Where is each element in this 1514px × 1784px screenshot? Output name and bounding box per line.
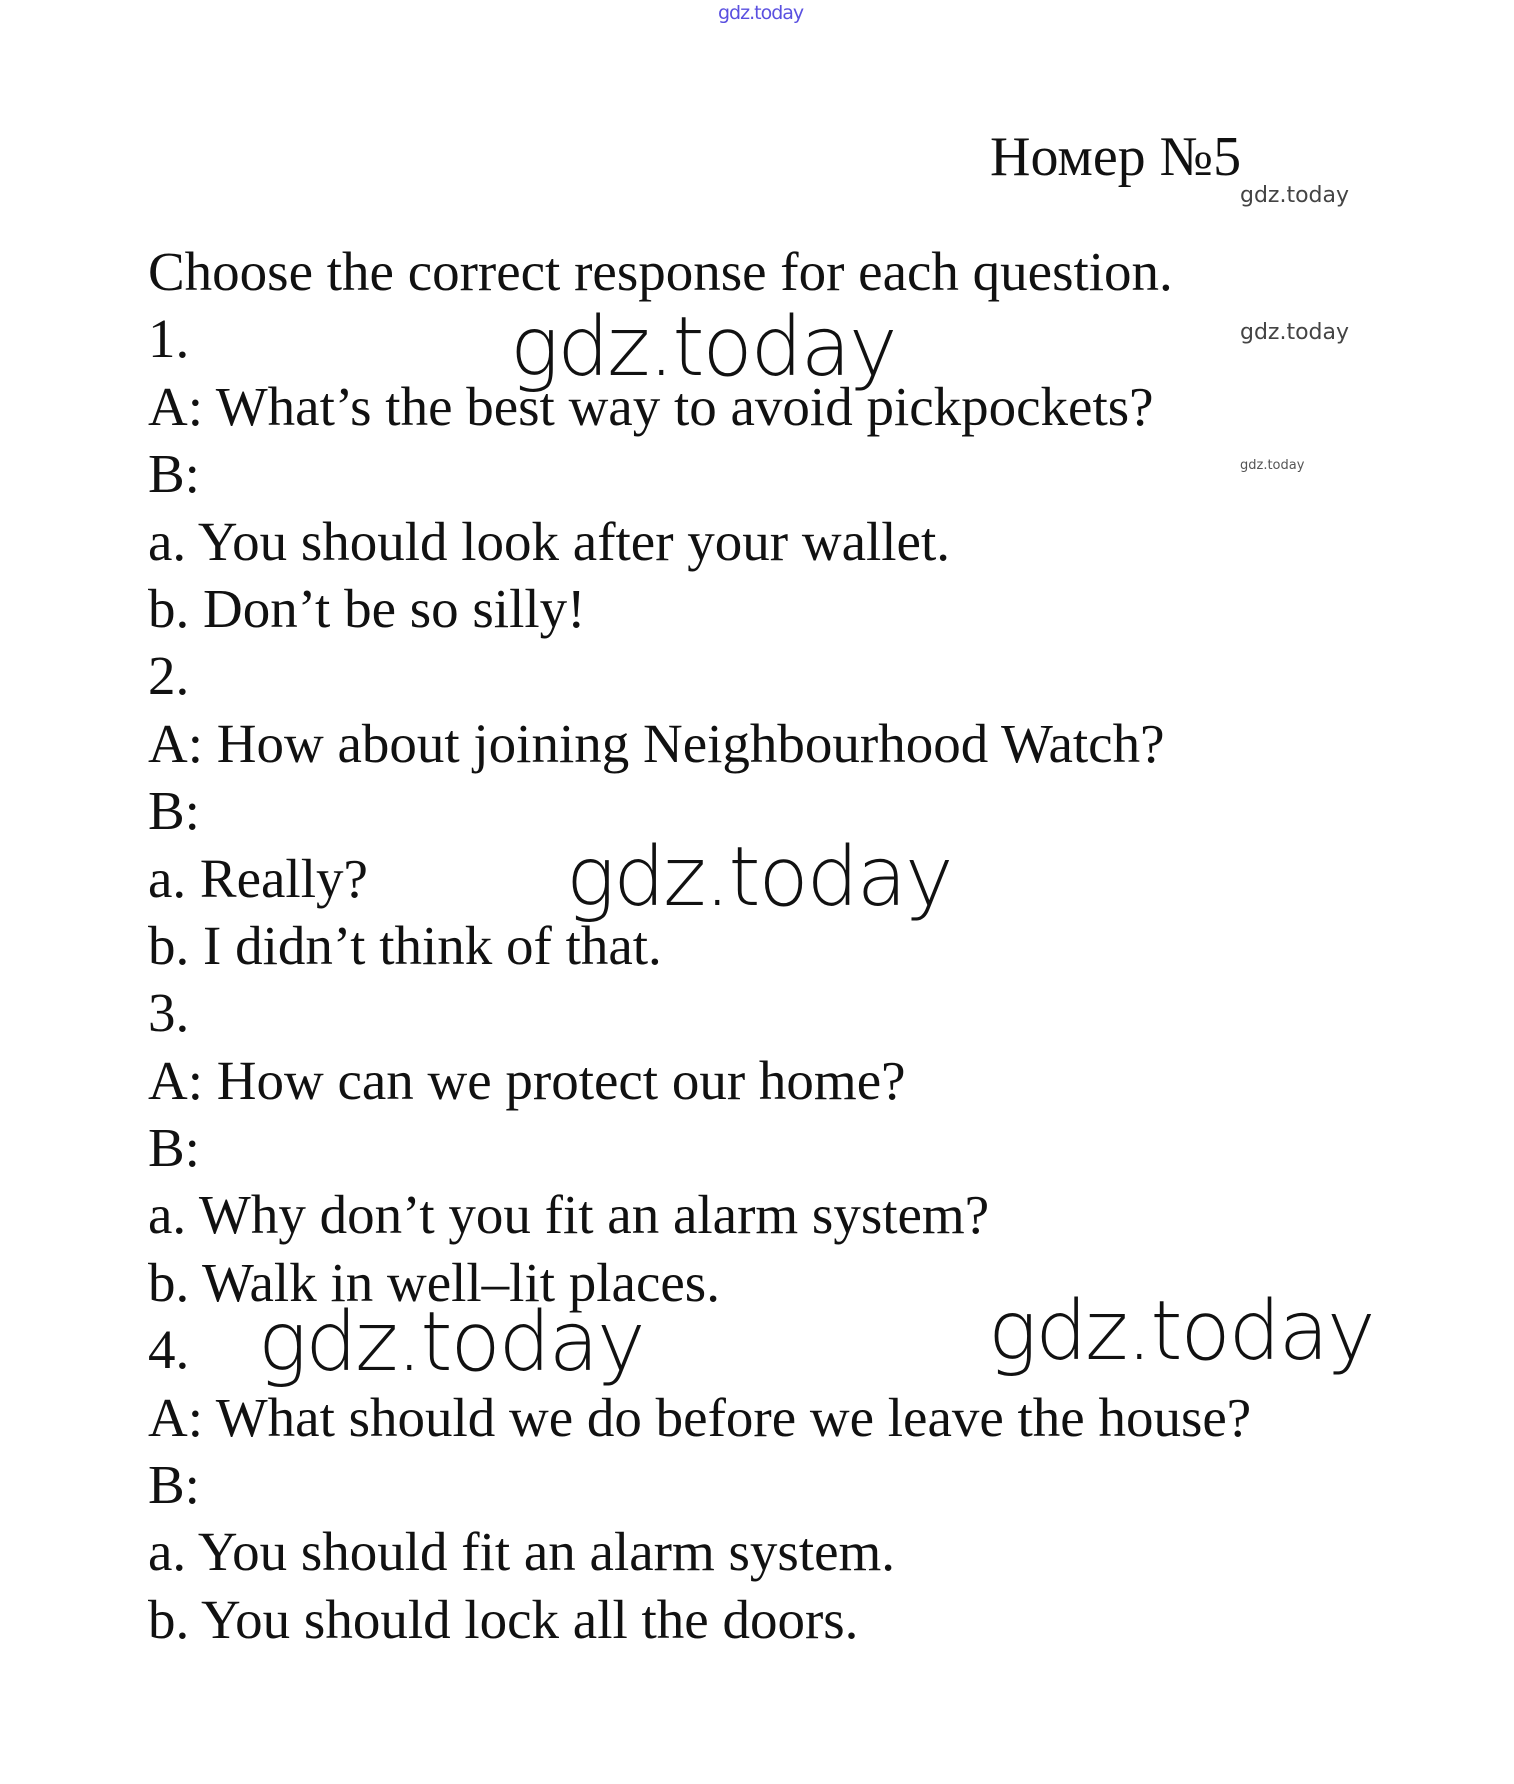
question-4-answer-label: B: [148,1454,200,1516]
question-1-option-b: b. Don’t be so silly! [148,577,586,639]
watermark-small-1: gdz.today [1240,183,1350,208]
question-2-answer-label: B: [148,780,200,842]
watermark-top: gdz.today [718,2,804,24]
question-1-answer-label: B: [148,443,200,505]
watermark-big-2: gdz.today [566,830,952,925]
watermark-small-2: gdz.today [1240,320,1350,345]
question-3-answer-label: B: [148,1117,200,1179]
question-3-number: 3. [148,982,190,1044]
question-4-option-b: b. You should lock all the doors. [148,1588,859,1650]
question-3-option-b: b. Walk in well–lit places. [148,1251,720,1313]
question-3-text: A: How can we protect our home? [148,1049,906,1111]
watermark-big-3: gdz.today [258,1295,644,1390]
question-1-text: A: What’s the best way to avoid pickpockets? [148,375,1154,437]
question-2-option-a: a. Really? [148,847,368,909]
question-1-option-a: a. You should look after your wallet. [148,510,950,572]
question-4-option-a: a. You should fit an alarm system. [148,1521,896,1583]
watermark-big-1: gdz.today [510,300,896,395]
question-4-text: A: What should we do before we leave the house? [148,1386,1252,1448]
question-4-number: 4. [148,1319,190,1381]
instruction-text: Choose the correct response for each question. [148,241,1173,302]
question-2-option-b: b. I didn’t think of that. [148,914,662,976]
exercise-body [148,238,1448,1653]
question-2-text: A: How about joining Neighbourhood Watch? [148,712,1165,774]
question-3-option-a: a. Why don’t you fit an alarm system? [148,1184,990,1246]
page-title: Номер №5 [990,126,1242,188]
question-2-number: 2. [148,645,190,707]
watermark-big-4: gdz.today [988,1284,1374,1379]
watermark-tiny: gdz.today [1240,458,1305,473]
question-1-number: 1. [148,308,190,370]
